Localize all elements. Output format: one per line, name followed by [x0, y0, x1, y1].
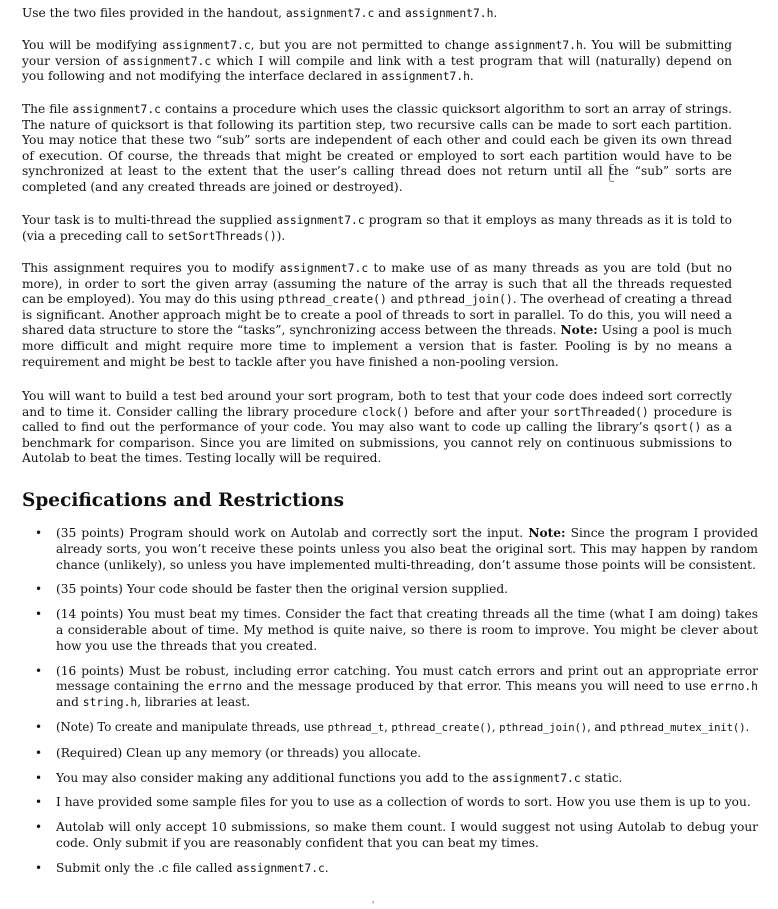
bullet-icon: • [35, 607, 43, 622]
paragraph-modifying: You will be modifying assignment7.c, but you are not permitted to change assignment7.h. You will be submitting your version of assignment7.c which I will compile and link with a test program that will (naturally) depend on you following and not modifying the interface declared in assignment7.h. [22, 38, 732, 84]
text-cursor [609, 164, 614, 182]
list-item: • Submit only the .c file called assignment7.c. [35, 860, 329, 875]
bullet-icon: • [35, 719, 42, 734]
bullet-icon: • [35, 582, 43, 597]
page-footer-mark: ' [372, 900, 375, 909]
list-item: • (Note) To create and manipulate threads, use pthread_t, pthread_create(), pthread_join(), and pthread_mutex_init(). [35, 719, 750, 734]
bullet-icon: • [35, 526, 43, 540]
list-item: • (16 points) Must be robust, including error catching. You must catch errors and print out an appropriate error message containing the errno and the message produced by that error. This means you will need to use errno.h and string.h, libraries at least. [35, 663, 758, 710]
bullet-icon: • [35, 770, 43, 785]
specifications-list [22, 526, 758, 877]
list-item: • (14 points) You must beat my times. Consider the fact that creating threads all the time (what I am doing) takes a considerable about of time. My method is quite naive, so there is room to improve. You might be clever about how you use the threads that you created. [35, 607, 758, 653]
paragraph-handout-files: Use the two files provided in the handout, assignment7.c and assignment7.h. [22, 6, 498, 20]
paragraph-quicksort: The file assignment7.c contains a procedure which uses the classic quicksort algorithm to sort an array of strings. The nature of quicksort is that following its partition step, two recursive calls can be made to sort each partition. You may notice that these two “sub” sorts are independent of each other and could each be given its own thread of execution. Of course, the threads that might be created or employed to sort each partition would have to be synchronized at least to the extent that the user’s calling thread does not return until all the “sub” sorts are completed (and any created threads are joined or destroyed). [22, 102, 733, 194]
bullet-icon: • [35, 663, 43, 678]
section-title: Specifications and Restrictions [22, 490, 345, 511]
bullet-icon: • [35, 745, 43, 760]
paragraph-task: Your task is to multi-thread the supplied assignment7.c program so that it employs as many threads as it is told to (via a preceding call to setSortThreads()). [22, 213, 732, 243]
list-item: • You may also consider making any additional functions you add to the assignment7.c static. [35, 770, 623, 785]
list-item: • Autolab will only accept 10 submissions, so make them count. I would suggest not using Autolab to debug your code. Only submit if you are reasonably confident that you can beat my times. [35, 820, 758, 850]
list-item: • I have provided some sample files for you to use as a collection of words to sort. How you use them is up to you. [35, 795, 751, 810]
list-item: • (Required) Clean up any memory (or threads) you allocate. [35, 745, 422, 760]
list-item: • (35 points) Program should work on Autolab and correctly sort the input. Note: Since the program I provided already sorts, you won’t receive these points unless you also beat the original sort. This may happen by random chance (unlikely), so unless you have implemented multi-threading, don’t assume those points will be consistent. [35, 526, 758, 572]
bullet-icon: • [35, 860, 43, 875]
paragraph-test-bed: You will want to build a test bed around your sort program, both to test that your code does indeed sort correctly and to time it. Consider calling the library procedure clock() before and after your sortThreaded() procedure is called to find out the performance of your code. You may also want to code up calling the library’s qsort() as a benchmark for comparison. Since you are limited on submissions, you cannot rely on continuous submissions to Autolab to beat the times. Testing locally will be required. [22, 389, 733, 466]
bullet-icon: • [35, 820, 43, 835]
bullet-icon: • [35, 795, 43, 810]
paragraph-requirements: This assignment requires you to modify assignment7.c to make use of as many threads as you are told (but no more), in order to sort the given array (assuming the nature of the array is such that all the threads requested can be employed). You may do this using pthread_create() and pthread_join(). The overhead of creating a thread is significant. Another approach might be to create a pool of threads to sort in parallel. To do this, you will need a shared data structure to store the “tasks”, synchronizing access between the threads. Note: Using a pool is much more difficult and might require more time to implement a version that is faster. Pooling is by no means a requirement and might be best to tackle after you have finished a non-pooling version. [22, 261, 732, 369]
list-item: • (35 points) Your code should be faster then the original version supplied. [35, 582, 509, 597]
